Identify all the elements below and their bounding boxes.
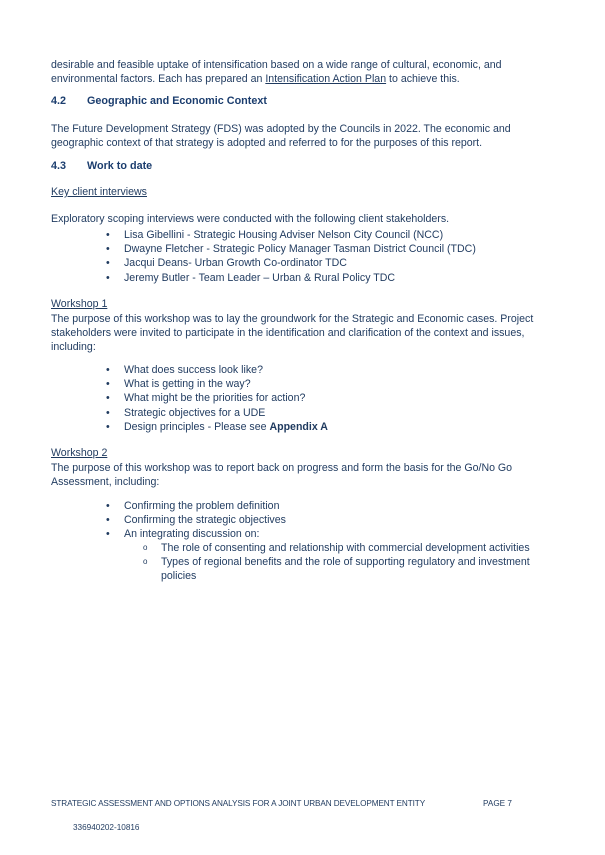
workshop-1-line-2: stakeholders were invited to participate in the identification and clarification of the context and issues, xyxy=(51,327,525,339)
workshop-1-line-3: including: xyxy=(51,341,96,353)
page-number: PAGE 7 xyxy=(483,799,512,808)
bullet-icon: • xyxy=(106,500,110,512)
intro-line-2-suffix: to achieve this. xyxy=(386,73,460,85)
list-item: • Dwayne Fletcher - Strategic Policy Manager Tasman District Council (TDC) xyxy=(106,243,476,256)
list-item: • What does success look like? xyxy=(106,364,263,376)
interviews-intro: Exploratory scoping interviews were conducted with the following client stakeholders. xyxy=(51,213,450,225)
bullet-icon: • xyxy=(106,420,110,433)
list-item-continuation: policies xyxy=(161,570,197,583)
document-id: 336940202-10816 xyxy=(73,823,140,832)
list-item: • Design principles - Please see Appendix A xyxy=(106,420,328,433)
bullet-icon: • xyxy=(106,257,110,270)
list-item: o Types of regional benefits and the role of supporting regulatory and investment xyxy=(143,556,530,569)
bullet-icon: • xyxy=(106,406,110,419)
workshop-2-line-2: Assessment, including: xyxy=(51,476,160,488)
workshop-1-list xyxy=(106,363,544,434)
workshop-2-sub-list xyxy=(143,541,531,584)
section-4-2-heading xyxy=(51,95,267,107)
workshop-2-heading: Workshop 2 xyxy=(51,447,108,459)
section-4-2-para-line-1: The Future Development Strategy (FDS) was adopted by the Councils in 2022. The economic and xyxy=(51,123,511,135)
intro-line-1: desirable and feasible uptake of intensification based on a wide range of cultural, economic, and xyxy=(51,59,502,71)
workshop-1-heading: Workshop 1 xyxy=(51,298,108,310)
bullet-icon: • xyxy=(106,271,110,284)
intensification-action-plan-link[interactable]: Intensification Action Plan xyxy=(265,73,387,85)
section-4-2-number: 4.2 xyxy=(51,95,67,107)
interviews-list xyxy=(106,228,544,285)
list-item: • What is getting in the way? xyxy=(106,378,251,391)
intro-line-2 xyxy=(51,72,551,87)
bullet-icon: • xyxy=(106,528,110,541)
list-item: • Confirming the strategic objectives xyxy=(106,514,286,527)
section-4-3-heading xyxy=(51,160,152,172)
list-item: • Strategic objectives for a UDE xyxy=(106,406,266,419)
bullet-icon: • xyxy=(106,243,110,256)
section-4-2-para-line-2: geographic context of that strategy is adopted and referred to for the purposes of this report. xyxy=(51,137,483,149)
list-item: • An integrating discussion on: xyxy=(106,528,260,541)
bullet-icon: • xyxy=(106,378,110,391)
footer-title: STRATEGIC ASSESSMENT AND OPTIONS ANALYSIS FOR A JOINT URBAN DEVELOPMENT ENTITY xyxy=(51,799,426,808)
bullet-icon: • xyxy=(106,364,110,376)
bullet-icon: • xyxy=(106,392,110,405)
appendix-a-reference: Appendix A xyxy=(269,420,328,433)
list-item: • Jeremy Butler - Team Leader – Urban & Rural Policy TDC xyxy=(106,271,396,284)
list-item: • What might be the priorities for action? xyxy=(106,392,306,405)
bullet-icon: • xyxy=(106,229,110,241)
workshop-1-line-1: The purpose of this workshop was to lay the groundwork for the Strategic and Economic cases. Project xyxy=(51,313,534,325)
intro-line-2-prefix: environmental factors. Each has prepared an xyxy=(51,73,266,85)
sub-bullet-icon: o xyxy=(143,557,148,567)
workshop-2-list xyxy=(106,499,544,542)
list-item: o The role of consenting and relationship with commercial development activities xyxy=(143,542,530,554)
section-4-3-title: Work to date xyxy=(87,160,153,172)
list-item: • Confirming the problem definition xyxy=(106,500,280,512)
list-item: • Jacqui Deans- Urban Growth Co-ordinator TDC xyxy=(106,257,347,270)
section-4-2-title: Geographic and Economic Context xyxy=(87,95,267,107)
sub-bullet-icon: o xyxy=(143,543,148,552)
bullet-icon: • xyxy=(106,514,110,527)
workshop-2-line-1: The purpose of this workshop was to report back on progress and form the basis for the Go/No Go xyxy=(51,462,513,474)
list-item: • Lisa Gibellini - Strategic Housing Adviser Nelson City Council (NCC) xyxy=(106,229,444,241)
key-client-interviews-heading: Key client interviews xyxy=(51,186,147,198)
section-4-3-number: 4.3 xyxy=(51,160,67,172)
